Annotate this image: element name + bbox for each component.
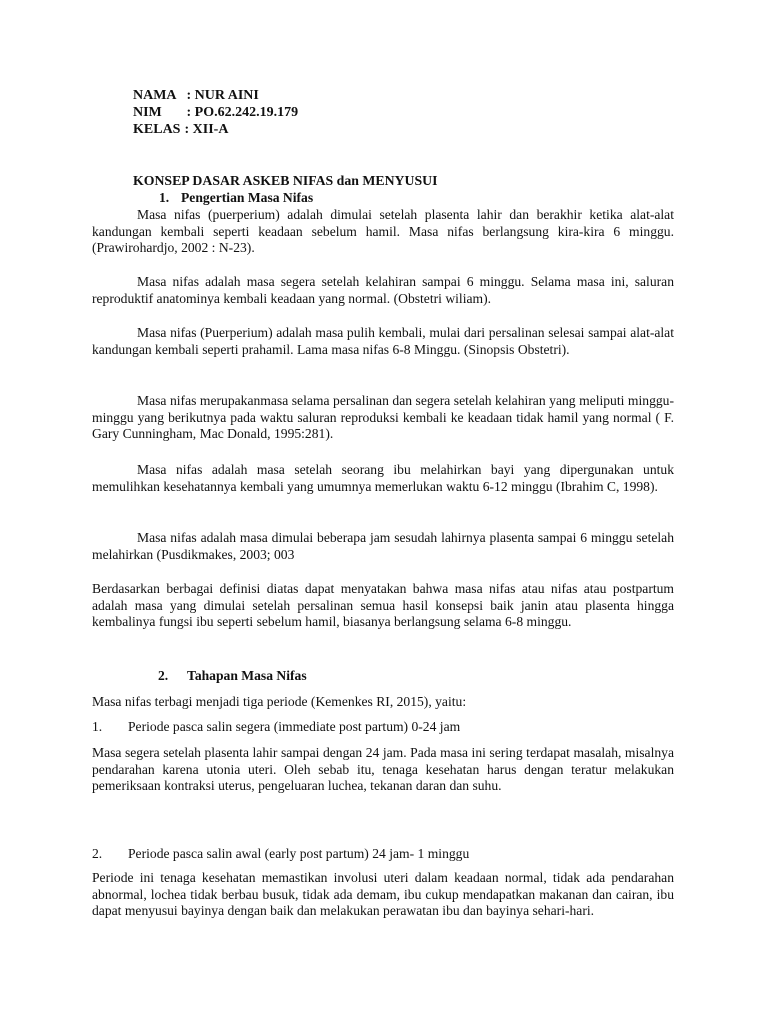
paragraph-2: Masa nifas adalah masa segera setelah kelahiran sampai 6 minggu. Selama masa ini, saluran reproduktif anatominya kembali keadaan yang normal. (Obstetri wiliam). [92, 274, 674, 306]
kelas-value: : XII-A [184, 122, 229, 137]
nim-line [133, 105, 298, 122]
conclusion-paragraph: Berdasarkan berbagai definisi diatas dapat menyatakan bahwa masa nifas atau nifas atau postpartum adalah masa yang dimulai setelah persalinan semua hasil konsepsi baik janin atau plasenta hingga kembalinya fungsi ibu seperti sebelum hamil, biasanya berlangsung selama 6-8 minggu. [92, 581, 674, 630]
document-title: KONSEP DASAR ASKEB NIFAS dan MENYUSUI [133, 173, 438, 188]
paragraph-1: Masa nifas (puerperium) adalah dimulai setelah plasenta lahir dan berakhir ketika alat-alat kandungan kembali seperti keadaan sebelum hamil. Masa nifas berlangsung kira-kira 6 minggu. (Prawirohardjo, 2002 : N-23). [92, 207, 674, 256]
period-2-title: Periode pasca salin awal (early post partum) 24 jam- 1 minggu [128, 846, 470, 861]
nama-line [133, 88, 259, 105]
section-2-heading [158, 668, 307, 685]
period-2-number: 2. [92, 846, 103, 861]
kelas-line [133, 122, 228, 139]
period-1-number: 1. [92, 719, 103, 734]
section-2-number: 2. [158, 668, 169, 683]
paragraph-4: Masa nifas merupakanmasa selama persalinan dan segera setelah kelahiran yang meliputi minggu-minggu yang berikutnya pada waktu saluran reproduksi kembali ke keadaan tidak hamil yang normal ( F. Gary Cunningham, Mac Donald, 1995:281). [92, 393, 674, 442]
nama-value: : NUR AINI [186, 88, 259, 103]
section-1-title: Pengertian Masa Nifas [181, 190, 314, 205]
nim-label: NIM [133, 105, 162, 120]
section-1-number: 1. [159, 190, 170, 205]
section-1-heading [159, 190, 313, 207]
paragraph-5: Masa nifas adalah masa setelah seorang ibu melahirkan bayi yang dipergunakan untuk memulihkan kesehatannya kembali yang umumnya memerlukan waktu 6-12 minggu (Ibrahim C, 1998). [92, 462, 674, 494]
paragraph-6: Masa nifas adalah masa dimulai beberapa jam sesudah lahirnya plasenta sampai 6 minggu setelah melahirkan (Pusdikmakes, 2003; 003 [92, 530, 674, 562]
period-1-text: Masa segera setelah plasenta lahir sampai dengan 24 jam. Pada masa ini sering terdapat masalah, misalnya pendarahan karena utonia uteri. Oleh sebab itu, tenaga kesehatan harus dengan teratur melakukan pemeriksaan kontraksi uterus, pengeluaran luchea, tekanan daran dan suhu. [92, 745, 674, 794]
section-2-title: Tahapan Masa Nifas [187, 668, 307, 683]
nim-value: : PO.62.242.19.179 [186, 105, 299, 120]
period-2-text: Periode ini tenaga kesehatan memastikan involusi uteri dalam keadaan normal, tidak ada pendarahan abnormal, lochea tidak berbau busuk, tidak ada demam, ibu cukup mendapatkan makanan dan cairan, ibu dapat menyusui bayinya dengan baik dan melakukan perawatan ibu dan bayinya sehari-hari. [92, 870, 674, 919]
paragraph-3: Masa nifas (Puerperium) adalah masa pulih kembali, mulai dari persalinan selesai sampai alat-alat kandungan kembali seperti prahamil. Lama masa nifas 6-8 Minggu. (Sinopsis Obstetri). [92, 325, 674, 357]
period-1-heading [92, 719, 460, 736]
kelas-label: KELAS [133, 122, 181, 137]
period-1-title: Periode pasca salin segera (immediate post partum) 0-24 jam [128, 719, 461, 734]
section-2-intro: Masa nifas terbagi menjadi tiga periode (Kemenkes RI, 2015), yaitu: [92, 694, 467, 709]
nama-label: NAMA [133, 88, 177, 103]
period-2-heading [92, 846, 469, 863]
